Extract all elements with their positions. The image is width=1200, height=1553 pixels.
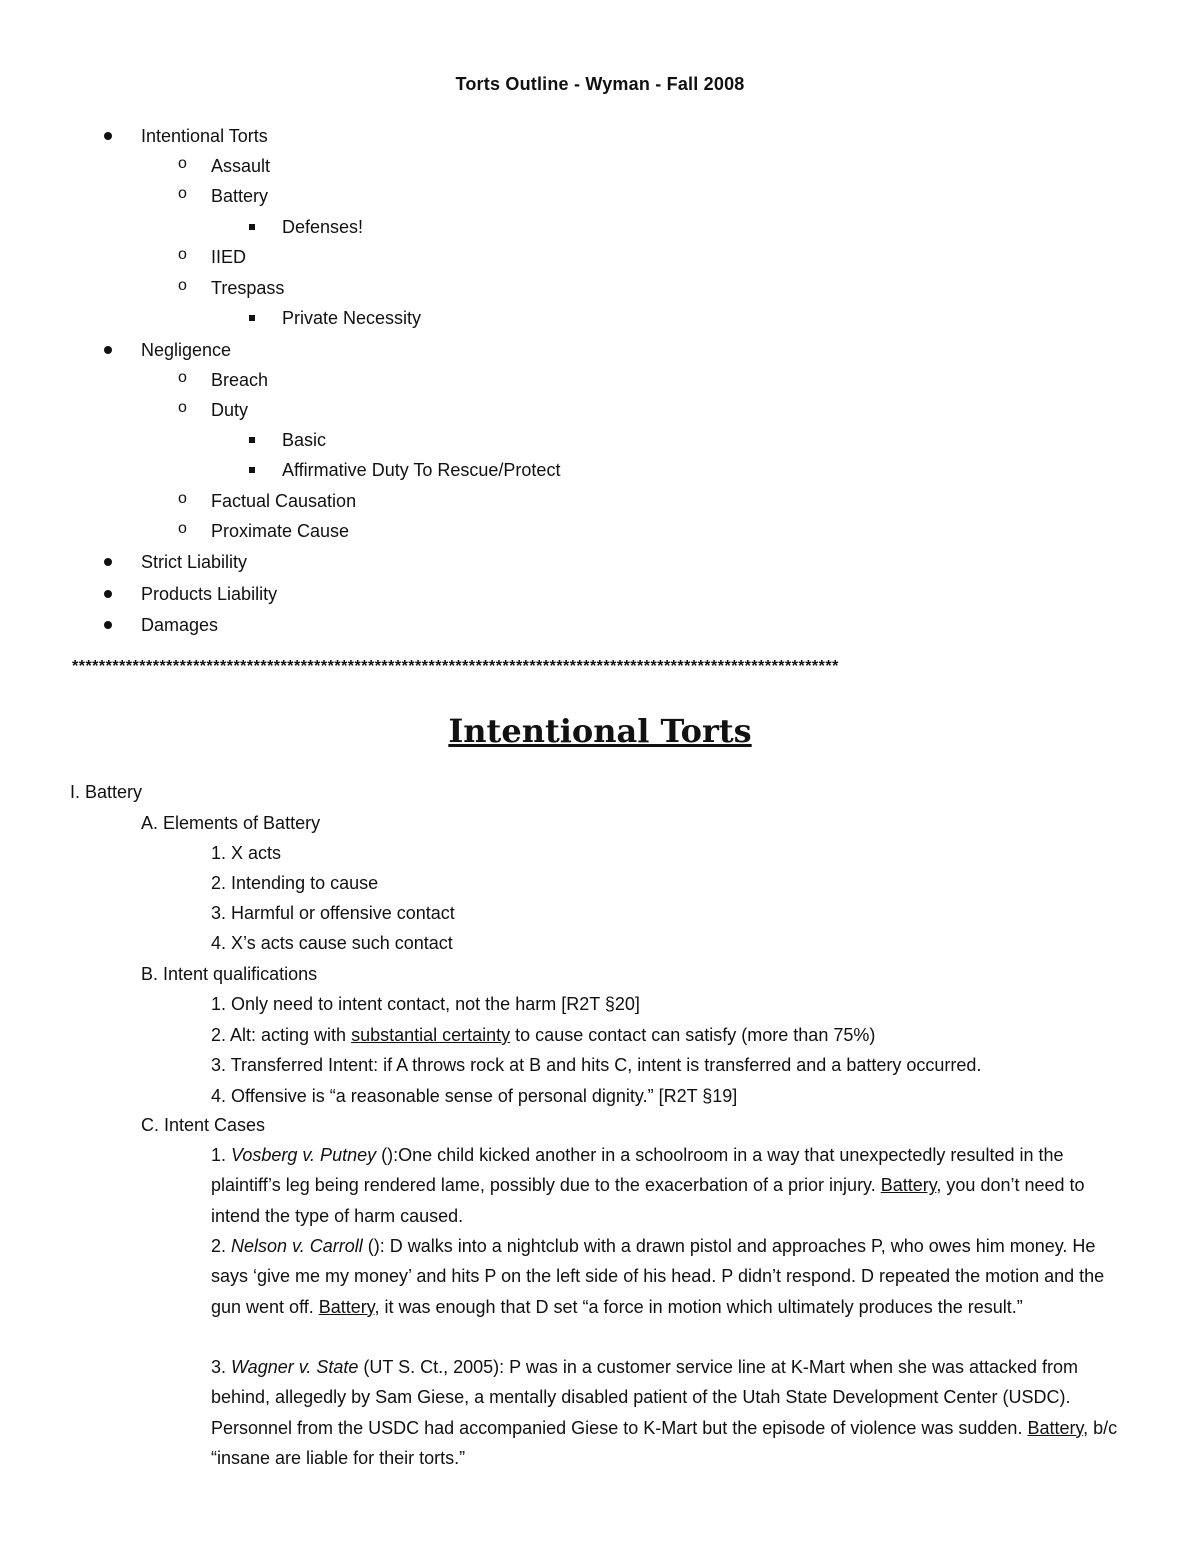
outline-item-intentional-torts: Intentional Torts — [141, 124, 268, 148]
bullet-icon — [104, 346, 112, 354]
outline-item-affirmative-duty: Affirmative Duty To Rescue/Protect — [282, 458, 560, 482]
cases-heading: C. Intent Cases — [141, 1115, 266, 1135]
circle-bullet-icon: o — [178, 399, 187, 416]
bullet-icon — [104, 132, 112, 140]
outline-item-basic: Basic — [282, 428, 326, 452]
holding: Battery — [880, 1175, 937, 1196]
circle-bullet-icon: o — [178, 185, 187, 202]
outline-item-factual-causation: o Factual Causation — [211, 489, 356, 513]
outline-item-products-liability: Products Liability — [141, 582, 277, 606]
case-name: Nelson v. Carroll — [231, 1236, 363, 1256]
intent-item: 4. Offensive is “a reasonable sense of personal dignity.” [R2T §19] — [211, 1086, 738, 1106]
circle-bullet-icon: o — [178, 277, 187, 294]
holding: Battery — [318, 1296, 375, 1317]
case-paragraph: 2. Nelson v. Carroll (): D walks into a nightclub with a drawn pistol and approaches P, who owes him money. He says ‘give me my money’ and hits P on the left side of his head. P didn’t respond. D repeated the motion and the gun went off. Battery, it was enough that D set “a force in motion which ultimately produces the result.” — [211, 1236, 1105, 1317]
outline-item-battery: o Battery — [211, 184, 268, 208]
circle-bullet-icon: o — [178, 520, 187, 537]
element-item: 1. X acts — [211, 843, 282, 863]
outline-item-proximate-cause: o Proximate Cause — [211, 519, 349, 543]
bullet-icon — [104, 590, 112, 598]
outline-item-assault: o Assault — [211, 154, 270, 178]
intent-item: 3. Transferred Intent: if A throws rock at B and hits C, intent is transferred and a battery occurred. — [211, 1055, 982, 1075]
square-bullet-icon — [249, 467, 255, 473]
element-item: 4. X’s acts cause such contact — [211, 933, 453, 953]
circle-bullet-icon: o — [178, 369, 187, 386]
battery-heading: I. Battery — [70, 782, 143, 802]
elements-heading: A. Elements of Battery — [141, 813, 321, 833]
circle-bullet-icon: o — [178, 155, 187, 172]
circle-bullet-icon: o — [178, 490, 187, 507]
square-bullet-icon — [249, 315, 255, 321]
document-title: Torts Outline - Wyman - Fall 2008 — [455, 74, 745, 94]
separator-line: ****************************************************************************************************************** — [72, 658, 839, 675]
case-name: Wagner v. State — [231, 1357, 359, 1377]
case-paragraph: 3. Wagner v. State (UT S. Ct., 2005): P was in a customer service line at K-Mart when she was attacked from behind, allegedly by Sam Giese, a mentally disabled patient of the Utah State Development Center (USDC). Personnel from the USDC had accompanied Giese to K-Mart but the episode of violence was sudden. Battery, b/c “insane are liable for their torts.” — [211, 1357, 1118, 1468]
outline-item-trespass: o Trespass — [211, 276, 284, 300]
outline-item-strict-liability: Strict Liability — [141, 550, 247, 574]
case-name: Vosberg v. Putney — [231, 1145, 377, 1165]
outline-item-negligence: Negligence — [141, 338, 231, 362]
outline-item-private-necessity: Private Necessity — [282, 306, 421, 330]
section-heading: Intentional Torts — [448, 712, 752, 750]
square-bullet-icon — [249, 224, 255, 230]
bullet-icon — [104, 558, 112, 566]
outline-item-breach: o Breach — [211, 368, 268, 392]
circle-bullet-icon: o — [178, 246, 187, 263]
bullet-icon — [104, 621, 112, 629]
outline-item-iied: o IIED — [211, 245, 246, 269]
outline-item-damages: Damages — [141, 613, 218, 637]
outline-item-duty: o Duty — [211, 398, 248, 422]
intent-heading: B. Intent qualifications — [141, 964, 318, 984]
case-paragraph: 1. Vosberg v. Putney ():One child kicked another in a schoolroom in a way that unexpectedly resulted in the plaintiff’s leg being rendered lame, possibly due to the exacerbation of a prior injury. Battery, you don’t need to intend the type of harm caused. — [211, 1145, 1085, 1226]
element-item: 3. Harmful or offensive contact — [211, 903, 455, 923]
intent-item: 1. Only need to intent contact, not the harm [R2T §20] — [211, 994, 640, 1014]
element-item: 2. Intending to cause — [211, 873, 379, 893]
square-bullet-icon — [249, 437, 255, 443]
underlined-term: substantial certainty — [351, 1025, 511, 1045]
intent-item: 2. Alt: acting with substantial certainty to cause contact can satisfy (more than 75%) — [211, 1025, 876, 1045]
outline-item-defenses: Defenses! — [282, 215, 363, 239]
holding: Battery — [1027, 1417, 1084, 1438]
